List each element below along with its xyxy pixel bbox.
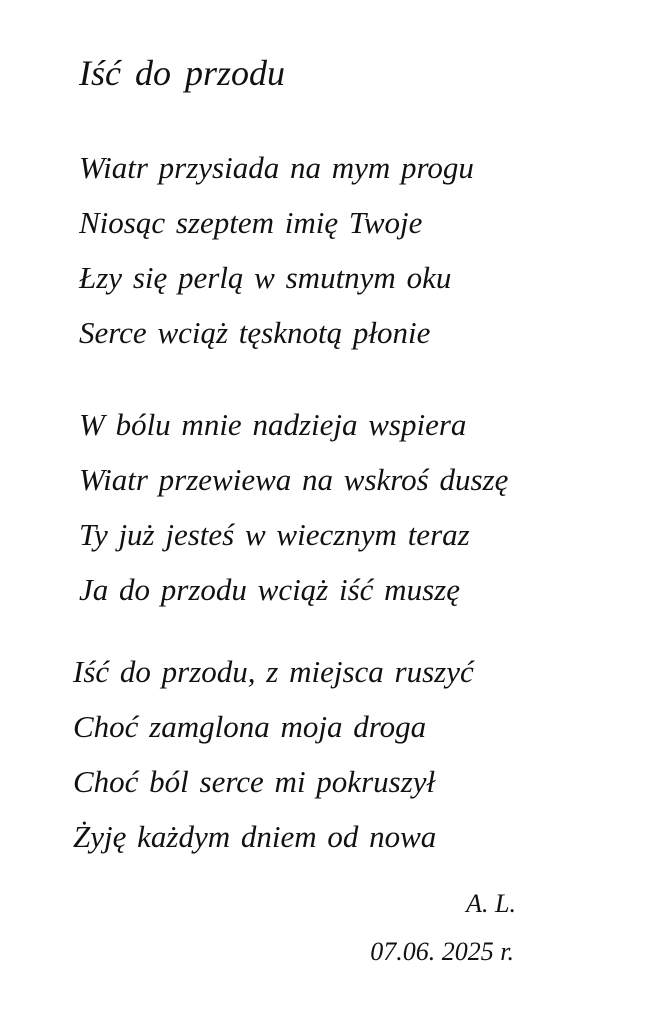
- poem-line: Choć zamglona moja droga: [73, 709, 427, 744]
- stanza-2: [79, 407, 508, 627]
- poem-line: Wiatr przysiada na mym progu: [79, 150, 474, 185]
- poem-date: 07.06. 2025 r.: [370, 937, 514, 966]
- stanza-1: [79, 150, 474, 370]
- stanza-3: [73, 654, 474, 874]
- author-signature: A. L.: [466, 889, 516, 918]
- poem-line: Serce wciąż tęsknotą płonie: [79, 315, 431, 350]
- poem-line: Łzy się perlą w smutnym oku: [79, 260, 452, 295]
- poem-line: Ja do przodu wciąż iść muszę: [79, 572, 460, 607]
- poem-line: Wiatr przewiewa na wskroś duszę: [79, 462, 509, 497]
- poem-title: Iść do przodu: [79, 53, 285, 93]
- poem-line: Iść do przodu, z miejsca ruszyć: [73, 654, 474, 689]
- poem-line: Żyję każdym dniem od nowa: [73, 819, 437, 854]
- poem-line: Choć ból serce mi pokruszył: [73, 764, 436, 799]
- poem-line: W bólu mnie nadzieja wspiera: [79, 407, 467, 442]
- poem-line: Niosąc szeptem imię Twoje: [79, 205, 423, 240]
- poem-line: Ty już jesteś w wiecznym teraz: [79, 517, 470, 552]
